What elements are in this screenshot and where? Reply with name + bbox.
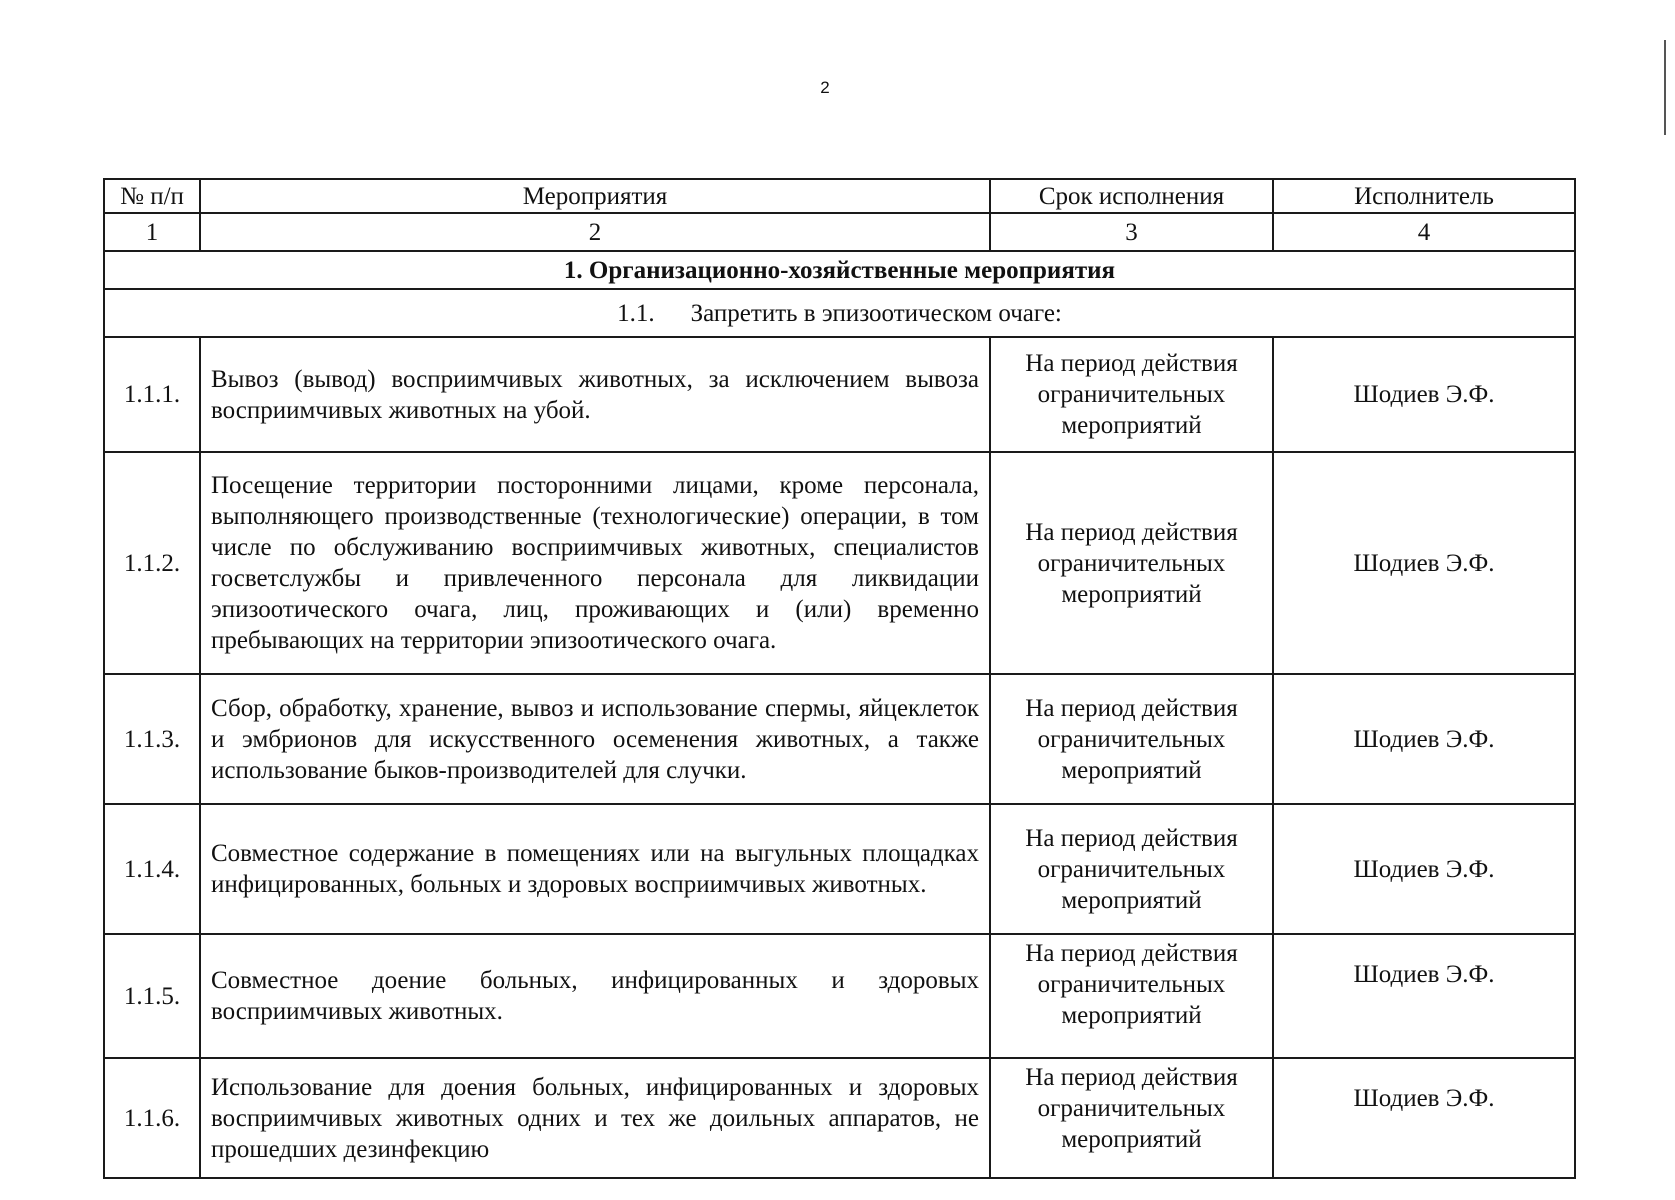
page-number: 2 [820,78,830,97]
row-executor: Шодиев Э.Ф. [1273,804,1575,934]
table-row [104,337,1575,452]
column-index: 2 [200,213,990,251]
row-number: 1.1.1. [104,337,200,452]
table-row [104,452,1575,674]
row-term: На период действия ограничительных мероприятий [990,337,1273,452]
header-activities: Мероприятия [200,179,990,213]
row-activity: Вывоз (вывод) восприимчивых животных, за исключением вывоза восприимчивых животных на убой. [200,337,990,452]
table-row [104,804,1575,934]
column-index-row [104,213,1575,251]
row-term: На период действия ограничительных мероприятий [990,452,1273,674]
subsection-title: Запретить в эпизоотическом очаге: [690,299,1062,327]
row-number: 1.1.2. [104,452,200,674]
row-executor: Шодиев Э.Ф. [1273,337,1575,452]
header-term: Срок исполнения [990,179,1273,213]
section-title: 1. Организационно-хозяйственные мероприятия [104,251,1575,289]
row-number: 1.1.3. [104,674,200,804]
row-activity: Совместное доение больных, инфицированных и здоровых восприимчивых животных. [200,934,990,1058]
table-row [104,1058,1575,1178]
column-index: 3 [990,213,1273,251]
row-executor: Шодиев Э.Ф. [1273,934,1575,1058]
row-executor: Шодиев Э.Ф. [1273,1058,1575,1178]
row-term: На период действия ограничительных мероприятий [990,804,1273,934]
table-row [104,934,1575,1058]
row-activity: Посещение территории посторонними лицами, кроме персонала, выполняющего производственные (технологические) операции, в том числе по обслуживанию восприимчивых животных, специалистов госветслужбы и привлеченного персонала для ликвидации эпизоотического очага, лиц, проживающих и (или) временно пребывающих на территории эпизоотического очага. [200,452,990,674]
row-executor: Шодиев Э.Ф. [1273,452,1575,674]
row-term: На период действия ограничительных мероприятий [990,1058,1273,1178]
row-activity: Совместное содержание в помещениях или на выгульных площадках инфицированных, больных и здоровых восприимчивых животных. [200,804,990,934]
measures-table [103,178,1576,1179]
row-activity: Использование для доения больных, инфицированных и здоровых восприимчивых животных одних и тех же доильных аппаратов, не прошедших дезинфекцию [200,1058,990,1178]
table-header-row [104,179,1575,213]
table-row [104,674,1575,804]
subsection-row [104,289,1575,337]
row-number: 1.1.4. [104,804,200,934]
header-executor: Исполнитель [1273,179,1575,213]
subsection-number: 1.1. [617,299,655,327]
row-number: 1.1.5. [104,934,200,1058]
row-number: 1.1.6. [104,1058,200,1178]
scan-edge-line [1664,40,1666,135]
row-executor: Шодиев Э.Ф. [1273,674,1575,804]
header-number: № п/п [104,179,200,213]
row-activity: Сбор, обработку, хранение, вывоз и использование спермы, яйцеклеток и эмбрионов для искусственного осеменения животных, а также использование быков-производителей для случки. [200,674,990,804]
row-term: На период действия ограничительных мероприятий [990,674,1273,804]
column-index: 1 [104,213,200,251]
row-term: На период действия ограничительных мероприятий [990,934,1273,1058]
subsection-cell [104,289,1575,337]
section-row [104,251,1575,289]
column-index: 4 [1273,213,1575,251]
